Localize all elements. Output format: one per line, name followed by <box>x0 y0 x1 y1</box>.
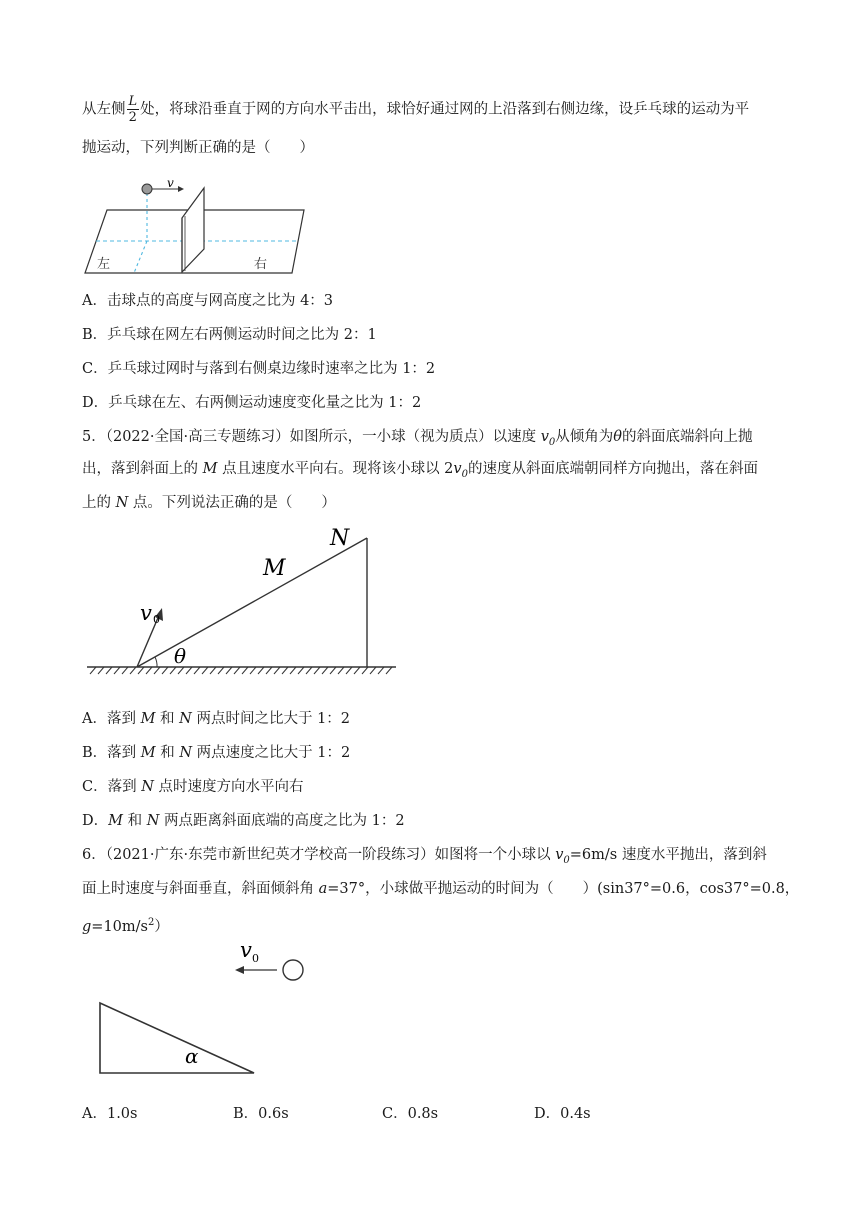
q6-stem-line-3: $g=10m/s^2$） <box>82 917 169 935</box>
incline-figure <box>82 520 402 685</box>
right-side-label: 右 <box>254 257 268 272</box>
horizontal-throw-figure <box>82 935 322 1080</box>
q6-stem-line-1: 6．（2021·广东·东莞市新世纪英才学校高一阶段练习）如图将一个小球以 $v_0=6m/s$ 速度水平抛出，落到斜 <box>82 847 767 866</box>
theta-label: θ <box>174 644 187 668</box>
q6-option-d: D．0.4s <box>534 1106 591 1122</box>
trajectory-dashed <box>134 241 147 273</box>
q5-option-c: C．落到 N 点时速度方向水平向右 <box>82 779 304 795</box>
q5-option-d: D．M 和 N 两点距离斜面底端的高度之比为 1：2 <box>82 813 405 829</box>
q4-option-a: A．击球点的高度与网高度之比为 4：3 <box>82 293 334 309</box>
q4-option-d: D．乒乓球在左、右两侧运动速度变化量之比为 1：2 <box>82 395 422 411</box>
ball-icon <box>142 184 152 194</box>
q6-option-c: C．0.8s <box>382 1106 439 1122</box>
v0-label: v <box>240 938 252 962</box>
q4-option-b: B．乒乓球在网左右两侧运动时间之比为 2：1 <box>82 327 377 343</box>
incline-triangle <box>100 1003 254 1073</box>
point-m-label: M <box>263 556 286 581</box>
incline-line <box>137 538 367 667</box>
q5-stem-line-3: 上的 N 点。下列说法正确的是（ ） <box>82 495 336 511</box>
left-side-label: 左 <box>97 257 111 272</box>
ground-hatching <box>90 667 392 674</box>
velocity-label: v <box>167 176 174 190</box>
q6-stem-line-2: 面上时速度与斜面垂直，斜面倾斜角 a=37°，小球做平抛运动的时间为（ ）(sin37°=0.6，cos37°=0.8， <box>82 881 800 897</box>
v0-subscript: 0 <box>153 613 160 626</box>
v0-label: v <box>140 601 152 625</box>
q5-stem-line-1: 5．（2022·全国·高三专题练习）如图所示，一小球（视为质点）以速度 $v_0$从倾角为θ的斜面底端斜向上抛 <box>82 429 753 448</box>
q6-option-b: B．0.6s <box>233 1106 289 1122</box>
point-n-label: N <box>330 526 350 551</box>
q4-stem-line-2: 抛运动，下列判断正确的是（ ） <box>82 140 314 156</box>
ball-icon <box>283 960 303 980</box>
q5-option-a: A．落到 M 和 N 两点时间之比大于 1：2 <box>82 711 351 727</box>
q4-stem-line-1 <box>82 94 749 125</box>
q5-stem-line-2: 出，落到斜面上的 M 点且速度水平向右。现将该小球以 $2v_0$的速度从斜面底端朝同样方向抛出，落在斜面 <box>82 461 758 480</box>
fraction-l-over-2: $\frac{L}{2}$ <box>128 94 138 125</box>
q4-text: 处，将球沿垂直于网的方向水平击出，球恰好通过网的上沿落到右侧边缘，设乒乓球的运动为平 <box>140 101 750 118</box>
table-tennis-figure <box>82 176 312 276</box>
q5-option-b: B．落到 M 和 N 两点速度之比大于 1：2 <box>82 745 351 761</box>
q4-option-c: C．乒乓球过网时与落到右侧桌边缘时速率之比为 1：2 <box>82 361 436 377</box>
alpha-label: α <box>185 1044 199 1068</box>
q6-option-a: A．1.0s <box>82 1106 138 1122</box>
q4-text: 从左侧 <box>82 101 126 118</box>
v0-subscript: 0 <box>252 952 259 965</box>
